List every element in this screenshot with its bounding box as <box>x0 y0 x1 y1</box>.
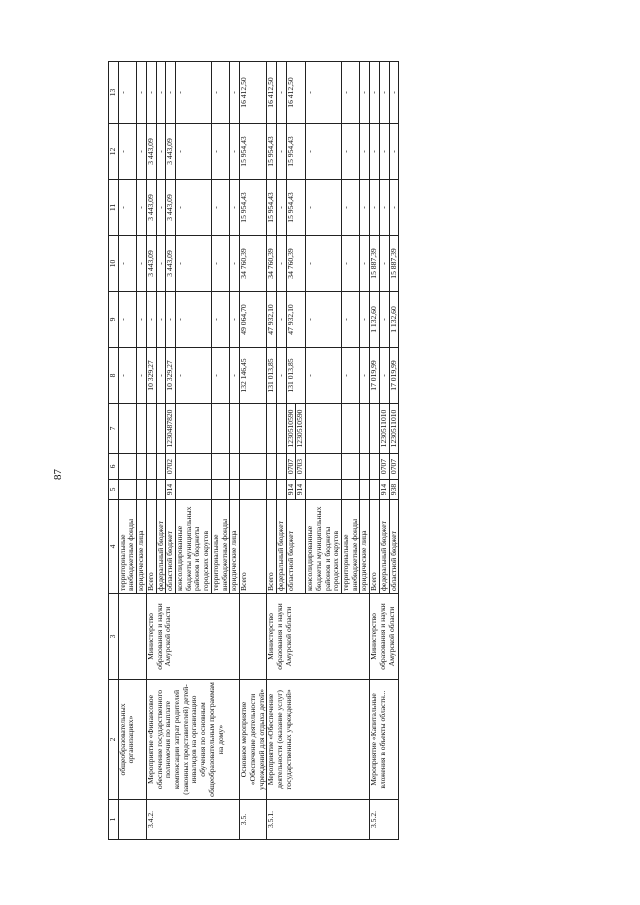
value-cell-c12: - <box>230 124 240 180</box>
value-cell-c12: - <box>137 124 147 180</box>
value-cell-c13: - <box>276 62 286 124</box>
value-cell-c6 <box>118 454 136 480</box>
funding-source: территориальные внебюджетные фонды <box>118 500 136 594</box>
funding-source: Всего <box>146 500 156 594</box>
funding-source: федеральный бюджет <box>379 500 389 594</box>
value-cell-c11: - <box>230 180 240 236</box>
value-cell-c5 <box>306 480 342 500</box>
value-cell-c5 <box>230 480 240 500</box>
value-cell-c11: - <box>360 180 370 236</box>
funding-source: Всего <box>267 500 277 594</box>
value-cell-c10: - <box>211 236 229 292</box>
table-row <box>240 62 267 840</box>
value-cell-c5: 914 <box>166 480 176 500</box>
value-cell-c11: - <box>370 180 380 236</box>
value-cell-c6 <box>267 454 277 480</box>
funding-source: Всего <box>370 500 380 594</box>
value-cell-c12: - <box>341 124 359 180</box>
funding-source: федеральный бюджет <box>276 500 286 594</box>
table-row <box>267 62 277 840</box>
funding-source: территориальные внебюджетные фонды <box>211 500 229 594</box>
header-cell: 1 <box>109 800 119 840</box>
value-cell-c7 <box>240 404 267 454</box>
value-cell-c11: 3 443,09 <box>166 180 176 236</box>
value-cell-c9: 49 064,70 <box>240 292 267 348</box>
value-cell-c6 <box>240 454 267 480</box>
measure-name: Основное мероприятие «Обеспечение деятельности учреждений для отдыха детей» <box>240 680 267 800</box>
value-cell-c5 <box>267 480 277 500</box>
measure-name: Мероприятие «Финансовое обеспечение государственного полномочия по выплате компенсации затрат родителей (законных представителей) детей-инвалидов на организацию обучения по основным общеобразовательным программам на дому» <box>146 680 239 800</box>
funding-source: юридические лица <box>137 500 147 594</box>
budget-table <box>108 61 399 840</box>
value-cell-c12: - <box>370 124 380 180</box>
funding-source: Всего <box>240 500 267 594</box>
value-cell-c7 <box>211 404 229 454</box>
header-cell: 7 <box>109 404 119 454</box>
value-cell-c10: 15 887,39 <box>370 236 380 292</box>
value-cell-c7 <box>341 404 359 454</box>
value-cell-c11: - <box>276 180 286 236</box>
measure-name: Мероприятие «Обеспечение деятельности (оказание услуг) государственных учреждений» <box>267 680 370 800</box>
value-cell-c12: 3 443,09 <box>146 124 156 180</box>
value-cell-c13: - <box>137 62 147 124</box>
value-cell-c9: - <box>360 292 370 348</box>
value-cell-c8: - <box>341 348 359 404</box>
header-row <box>109 62 119 840</box>
measure-name: общеобразовательных организациях» <box>118 680 146 800</box>
header-cell: 11 <box>109 180 119 236</box>
value-cell-c6 <box>146 454 156 480</box>
value-cell-c12: - <box>389 124 399 180</box>
row-number: 3.5. <box>240 800 267 840</box>
value-cell-c11: - <box>137 180 147 236</box>
header-cell: 10 <box>109 236 119 292</box>
header-cell: 9 <box>109 292 119 348</box>
value-cell-c8: - <box>211 348 229 404</box>
value-cell-c11: - <box>176 180 212 236</box>
funding-source: областной бюджет <box>389 500 399 594</box>
funding-source: федеральный бюджет <box>156 500 166 594</box>
value-cell-c5 <box>240 480 267 500</box>
value-cell-c8: - <box>118 348 136 404</box>
value-cell-c5: 914 <box>379 480 389 500</box>
value-cell-c9: - <box>176 292 212 348</box>
value-cell-c13: - <box>379 62 389 124</box>
value-cell-c9: - <box>276 292 286 348</box>
value-cell-c8: - <box>306 348 342 404</box>
value-cell-c7 <box>146 404 156 454</box>
value-cell-c7 <box>306 404 342 454</box>
value-cell-c5: 938 <box>389 480 399 500</box>
value-cell-c8: - <box>379 348 389 404</box>
value-cell-c13: - <box>306 62 342 124</box>
value-cell-c12: 15 954,43 <box>286 124 305 180</box>
value-cell-c9: - <box>341 292 359 348</box>
value-cell-c12: - <box>118 124 136 180</box>
header-cell: 8 <box>109 348 119 404</box>
table-row <box>370 62 380 840</box>
value-cell-c12: - <box>176 124 212 180</box>
value-cell-c10: 15 887,39 <box>389 236 399 292</box>
value-cell-c11: - <box>306 180 342 236</box>
value-cell-c9: - <box>137 292 147 348</box>
value-cell-c7: 1230511010 <box>379 404 389 454</box>
value-cell-c10: - <box>360 236 370 292</box>
value-cell-c6: 0702 <box>166 454 176 480</box>
value-cell-c13: - <box>146 62 156 124</box>
value-cell-c10: - <box>379 236 389 292</box>
value-cell-c10: 34 760,39 <box>286 236 305 292</box>
value-cell-c13: - <box>389 62 399 124</box>
funding-source: областной бюджет <box>286 500 305 594</box>
value-cell-c12: 3 443,09 <box>166 124 176 180</box>
value-cell-c13: 16 412,50 <box>286 62 305 124</box>
value-cell-c13: 16 412,50 <box>240 62 267 124</box>
header-cell: 3 <box>109 594 119 680</box>
value-cell-c8: 17 019,99 <box>370 348 380 404</box>
funding-source: консолидированные бюджеты муниципальных районов и бюджеты городских округов <box>306 500 342 594</box>
header-cell: 2 <box>109 680 119 800</box>
value-cell-c12: - <box>306 124 342 180</box>
funding-source: областной бюджет <box>166 500 176 594</box>
value-cell-c8: - <box>276 348 286 404</box>
value-cell-c12: - <box>276 124 286 180</box>
value-cell-c7 <box>276 404 286 454</box>
row-number: 3.4.2. <box>146 800 239 840</box>
rotated-page <box>108 62 622 840</box>
funding-source: юридические лица <box>360 500 370 594</box>
header-cell: 4 <box>109 500 119 594</box>
executor: Министерство образования и науки Амурской области <box>370 594 399 680</box>
value-cell-c5 <box>341 480 359 500</box>
value-cell-c6: 0707 <box>389 454 399 480</box>
value-cell-c5 <box>370 480 380 500</box>
value-cell-c11: 15 954,43 <box>267 180 277 236</box>
value-cell-c7 <box>267 404 277 454</box>
value-cell-c10: - <box>341 236 359 292</box>
header-cell: 12 <box>109 124 119 180</box>
executor: Министерство образования и науки Амурской области <box>267 594 370 680</box>
value-cell-c9: - <box>379 292 389 348</box>
value-cell-c11: - <box>379 180 389 236</box>
value-cell-c10: 34 760,39 <box>240 236 267 292</box>
value-cell-c13: - <box>118 62 136 124</box>
value-cell-c11: - <box>211 180 229 236</box>
value-cell-c8: 132 146,45 <box>240 348 267 404</box>
value-cell-c9: - <box>230 292 240 348</box>
value-cell-c5 <box>276 480 286 500</box>
value-cell-c13: - <box>341 62 359 124</box>
value-cell-c10: 3 443,09 <box>166 236 176 292</box>
value-cell-c6 <box>211 454 229 480</box>
value-cell-c6 <box>276 454 286 480</box>
value-cell-c10: - <box>137 236 147 292</box>
value-cell-c6: 0707 0703 <box>286 454 305 480</box>
value-cell-c12: - <box>360 124 370 180</box>
value-cell-c6 <box>370 454 380 480</box>
value-cell-c7 <box>118 404 136 454</box>
value-cell-c8: - <box>360 348 370 404</box>
value-cell-c9: - <box>166 292 176 348</box>
value-cell-c12: 15 954,43 <box>240 124 267 180</box>
value-cell-c13: - <box>176 62 212 124</box>
funding-source: юридические лица <box>230 500 240 594</box>
value-cell-c13: 16 412,50 <box>267 62 277 124</box>
row-number: 3.5.1. <box>267 800 370 840</box>
value-cell-c6 <box>137 454 147 480</box>
executor <box>240 594 267 680</box>
row-number: 3.5.2. <box>370 800 399 840</box>
table-row <box>146 62 156 840</box>
value-cell-c9: 47 932,10 <box>286 292 305 348</box>
value-cell-c7 <box>370 404 380 454</box>
value-cell-c10: - <box>306 236 342 292</box>
value-cell-c8: - <box>176 348 212 404</box>
value-cell-c11: 3 443,09 <box>146 180 156 236</box>
value-cell-c7 <box>360 404 370 454</box>
value-cell-c6: 0707 <box>379 454 389 480</box>
value-cell-c8: - <box>137 348 147 404</box>
value-cell-c13: - <box>230 62 240 124</box>
value-cell-c10: 3 443,09 <box>146 236 156 292</box>
page-number: 87 <box>52 469 64 480</box>
value-cell-c7 <box>230 404 240 454</box>
value-cell-c10: - <box>118 236 136 292</box>
value-cell-c8: - <box>230 348 240 404</box>
value-cell-c13: - <box>166 62 176 124</box>
table-row <box>118 62 136 840</box>
funding-source: территориальные внебюджетные фонды <box>341 500 359 594</box>
value-cell-c5 <box>176 480 212 500</box>
value-cell-c13: - <box>211 62 229 124</box>
value-cell-c9: - <box>306 292 342 348</box>
value-cell-c5 <box>360 480 370 500</box>
value-cell-c12: 15 954,43 <box>267 124 277 180</box>
value-cell-c13: - <box>156 62 166 124</box>
value-cell-c7 <box>137 404 147 454</box>
value-cell-c12: - <box>379 124 389 180</box>
funding-source: консолидированные бюджеты муниципальных районов и бюджеты городских округов <box>176 500 212 594</box>
row-number <box>118 800 146 840</box>
value-cell-c7: 1230487820 <box>166 404 176 454</box>
value-cell-c9: 1 132,60 <box>389 292 399 348</box>
value-cell-c5 <box>137 480 147 500</box>
value-cell-c12: - <box>211 124 229 180</box>
header-cell: 13 <box>109 62 119 124</box>
value-cell-c8: 17 019,99 <box>389 348 399 404</box>
value-cell-c10: 34 760,39 <box>267 236 277 292</box>
value-cell-c8: 10 329,27 <box>166 348 176 404</box>
value-cell-c7 <box>176 404 212 454</box>
value-cell-c9: - <box>118 292 136 348</box>
value-cell-c10: - <box>156 236 166 292</box>
value-cell-c8: 131 013,85 <box>267 348 277 404</box>
value-cell-c5: 914 914 <box>286 480 305 500</box>
value-cell-c7: 1230510590 1230510590 <box>286 404 305 454</box>
measure-name: Мероприятие «Капитальные вложения в объекты областн... <box>370 680 399 800</box>
value-cell-c9: - <box>156 292 166 348</box>
value-cell-c10: - <box>276 236 286 292</box>
value-cell-c13: - <box>370 62 380 124</box>
value-cell-c9: - <box>146 292 156 348</box>
value-cell-c11: - <box>389 180 399 236</box>
value-cell-c11: 15 954,43 <box>240 180 267 236</box>
header-cell: 6 <box>109 454 119 480</box>
value-cell-c11: - <box>341 180 359 236</box>
value-cell-c8: - <box>156 348 166 404</box>
value-cell-c8: 10 329,27 <box>146 348 156 404</box>
value-cell-c9: 47 932,10 <box>267 292 277 348</box>
value-cell-c6 <box>176 454 212 480</box>
value-cell-c6 <box>306 454 342 480</box>
value-cell-c13: - <box>360 62 370 124</box>
value-cell-c5 <box>118 480 136 500</box>
header-cell: 5 <box>109 480 119 500</box>
value-cell-c9: - <box>211 292 229 348</box>
value-cell-c11: - <box>156 180 166 236</box>
value-cell-c6 <box>341 454 359 480</box>
value-cell-c5 <box>211 480 229 500</box>
value-cell-c5 <box>146 480 156 500</box>
value-cell-c8: 131 013,85 <box>286 348 305 404</box>
value-cell-c11: - <box>118 180 136 236</box>
value-cell-c7: 1230511010 <box>389 404 399 454</box>
value-cell-c10: - <box>230 236 240 292</box>
value-cell-c10: - <box>176 236 212 292</box>
value-cell-c12: - <box>156 124 166 180</box>
value-cell-c6 <box>230 454 240 480</box>
value-cell-c6 <box>360 454 370 480</box>
executor: Министерство образования и науки Амурской области <box>146 594 239 680</box>
value-cell-c9: 1 132,60 <box>370 292 380 348</box>
value-cell-c11: 15 954,43 <box>286 180 305 236</box>
executor <box>118 594 146 680</box>
